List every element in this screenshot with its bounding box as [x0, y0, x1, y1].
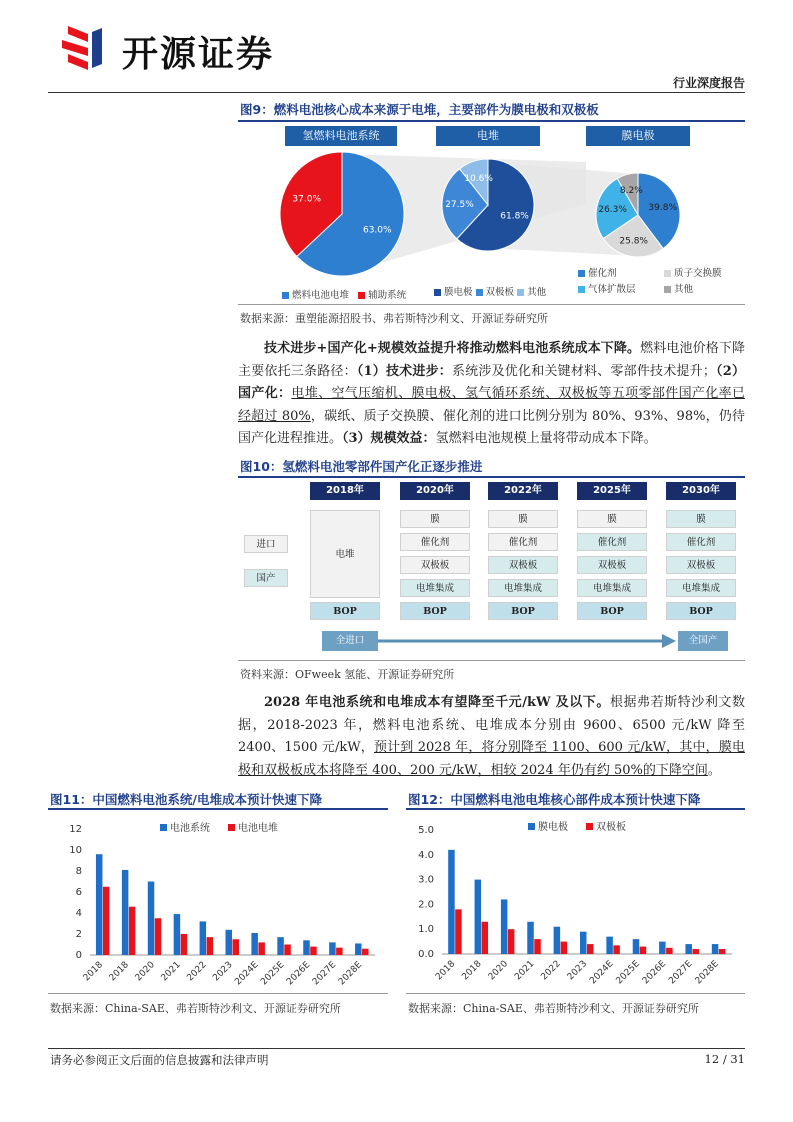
fig9-box-system: 氢燃料电池系统 [285, 126, 397, 146]
legend-swatch [528, 823, 535, 830]
fig11-chart [48, 812, 388, 992]
cell-2020-stack: 电堆集成 [400, 579, 470, 597]
y-tick-label: 0.0 [418, 949, 434, 960]
progress-arrow [316, 628, 736, 654]
bop-2018: BOP [310, 602, 380, 620]
legend-swatch [476, 289, 483, 296]
bar-series1 [277, 937, 284, 955]
y-tick-label: 8 [75, 866, 82, 877]
para1-point2-tail: ，碳纸、质子交换膜、催化剂的进口比例分别为 80%、93%、98%，仍待国产化进程推进。 [238, 408, 745, 446]
cell-2020-bipolar: 双极板 [400, 556, 470, 574]
legend-label: 双极板 [596, 822, 626, 833]
bop-2020: BOP [400, 602, 470, 620]
bar-series2 [155, 918, 162, 955]
bar-series2 [336, 948, 343, 955]
x-tick-label: 2018 [460, 959, 484, 983]
fig10-title: 图10：氢燃料电池零部件国产化正逐步推进 [240, 459, 483, 474]
legend-swatch [578, 286, 585, 293]
bar-series1 [712, 944, 719, 954]
legend-label: 双极板 [485, 287, 515, 298]
cell-2022-membrane: 膜 [488, 510, 558, 528]
bar-series2 [181, 934, 188, 955]
bar-series1 [355, 943, 362, 955]
x-tick-label: 2018 [107, 960, 131, 984]
bar-series2 [362, 949, 369, 955]
bar-series1 [501, 899, 508, 954]
cell-2025-membrane: 膜 [577, 510, 647, 528]
bop-2025: BOP [577, 602, 647, 620]
x-tick-label: 2026E [285, 960, 313, 988]
legend-label: 气体扩散层 [588, 284, 636, 295]
fig9-box-stack: 电堆 [436, 126, 540, 146]
fig9-legend-1 [282, 287, 406, 301]
bar-series2 [455, 909, 462, 954]
fig10-title-rule [238, 476, 745, 478]
legend-swatch [664, 286, 671, 293]
x-tick-label: 2021 [513, 959, 537, 983]
fig12-source: 数据来源：China-SAE、弗若斯特沙利文、开源证券研究所 [408, 1002, 699, 1015]
legend-swatch [517, 289, 524, 296]
x-tick-label: 2024E [588, 959, 616, 987]
para1-point1-label: （1）技术进步： [356, 363, 452, 379]
cell-2030-membrane: 膜 [666, 510, 736, 528]
cell-2030-stack: 电堆集成 [666, 579, 736, 597]
bar-series1 [475, 880, 482, 954]
para1-point3-text: 氢燃料电池规模上量将带动成本下降。 [435, 431, 657, 446]
fig12-bottom-rule [406, 993, 745, 994]
fig11-title-rule [48, 808, 388, 810]
bar-series2 [103, 887, 110, 955]
pie-mea-slice-label: 8.2% [619, 185, 643, 196]
fig10-year-2025: 2025年 [577, 482, 647, 500]
legend-swatch [160, 824, 167, 831]
y-tick-label: 2 [75, 929, 82, 940]
fig9-bottom-rule [238, 304, 745, 305]
bar-series1 [685, 944, 692, 954]
footer-disclaimer: 请务必参阅正文后面的信息披露和法律声明 [50, 1053, 269, 1067]
y-tick-label: 2.0 [418, 899, 434, 911]
para1-lead: 技术进步+国产化+规模效益提升将推动燃料电池系统成本下降。 [264, 341, 641, 356]
legend-swatch [578, 270, 585, 277]
x-tick-label: 2023 [565, 959, 590, 983]
fig11-source: 数据来源：China-SAE、弗若斯特沙利文、开源证券研究所 [50, 1002, 341, 1015]
pie-mea-slice-label: 25.8% [619, 236, 648, 247]
fig10-year-2020: 2020年 [400, 482, 470, 500]
legend-label: 膜电极 [538, 822, 568, 833]
legend-label: 其他 [527, 287, 547, 298]
y-tick-label: 5.0 [418, 825, 434, 836]
bar-series2 [129, 907, 136, 955]
fig9-legend-3 [578, 266, 748, 298]
bar-series2 [207, 937, 214, 955]
legend-swatch [282, 292, 289, 299]
cell-2020-membrane: 膜 [400, 510, 470, 528]
legend-label: 质子交换膜 [674, 268, 722, 279]
bar-series2 [719, 949, 726, 954]
y-tick-label: 10 [69, 845, 82, 856]
arrow-end-label: 全国产 [678, 631, 728, 651]
x-tick-label: 2027E [667, 959, 695, 987]
y-tick-label: 6 [75, 887, 82, 898]
bar-series2 [482, 922, 489, 954]
fig9-title: 图9：燃料电池核心成本来源于电堆，主要部件为膜电极和双极板 [240, 102, 599, 117]
cell-2025-catalyst: 催化剂 [577, 533, 647, 551]
x-tick-label: 2027E [310, 960, 339, 988]
y-tick-label: 4 [75, 908, 82, 919]
fig10-year-2018: 2018年 [310, 482, 380, 500]
fig12-title: 图12：中国燃料电池电堆核心部件成本预计快速下降 [408, 792, 701, 807]
header-divider [48, 92, 745, 93]
bar-series1 [633, 939, 640, 954]
cell-2022-catalyst: 催化剂 [488, 533, 558, 551]
cell-2022-stack: 电堆集成 [488, 579, 558, 597]
para1-point1-text: 系统涉及优化和关键材料、零部件技术提升； [452, 363, 716, 379]
bar-series2 [310, 947, 317, 955]
bop-2022: BOP [488, 602, 558, 620]
footer-divider [48, 1048, 745, 1049]
cell-2030-catalyst: 催化剂 [666, 533, 736, 551]
bar-series1 [200, 921, 207, 955]
x-tick-label: 2023 [211, 960, 235, 984]
bar-series1 [448, 850, 455, 954]
fig10-year-2030: 2030年 [666, 482, 736, 500]
fig9-source: 数据来源：重塑能源招股书、弗若斯特沙利文、开源证券研究所 [240, 312, 548, 325]
bar-series2 [666, 948, 673, 954]
x-tick-label: 2024E [233, 960, 261, 988]
cell-2020-catalyst: 催化剂 [400, 533, 470, 551]
x-tick-label: 2018 [434, 959, 458, 983]
pie-system-slice-label: 63.0% [362, 225, 392, 236]
paragraph-cost-forecast [238, 692, 745, 782]
para1-point3-label: （3）规模效益： [342, 431, 436, 446]
fig9-box-mea: 膜电极 [586, 126, 690, 146]
bar-series2 [640, 947, 647, 954]
company-logo [58, 22, 118, 72]
fig11-bottom-rule [48, 993, 388, 994]
x-tick-label: 2022 [539, 959, 563, 983]
bar-series1 [226, 930, 233, 955]
x-tick-label: 2028E [336, 960, 365, 988]
x-tick-label: 2021 [159, 960, 183, 984]
legend-label: 电池系统 [170, 823, 210, 834]
bar-series1 [606, 937, 613, 954]
legend-label: 电池电堆 [238, 823, 278, 834]
company-name: 开源证券 [122, 34, 275, 75]
pie-mea-slice-label: 39.8% [648, 202, 678, 213]
para2-lead: 2028 年电池系统和电堆成本有望降至千元/kW 及以下。 [264, 695, 610, 710]
cell-2025-stack: 电堆集成 [577, 579, 647, 597]
bar-series1 [122, 870, 129, 955]
pie-stack-slice-label: 10.6% [464, 174, 493, 185]
pie-stack-slice-label: 27.5% [445, 199, 474, 210]
bop-2030: BOP [666, 602, 736, 620]
y-tick-label: 12 [69, 824, 82, 835]
legend-label: 其他 [674, 284, 694, 295]
bar-series1 [303, 940, 310, 955]
x-tick-label: 2026E [640, 959, 669, 987]
para2-text: 根据弗若斯特沙利文数据，2018-2023 年，燃料电池系统、电堆成本分别由 9600、6500 元/kW 降至 2400、1500 元/kW， [238, 695, 745, 755]
x-tick-label: 2020 [486, 959, 511, 983]
bar-series2 [534, 939, 541, 954]
bar-series2 [233, 939, 240, 955]
fig10-bottom-rule [238, 660, 745, 661]
cell-2022-bipolar: 双极板 [488, 556, 558, 574]
bar-series2 [613, 945, 620, 954]
page-number: 12 / 31 [704, 1052, 745, 1066]
bar-series1 [554, 927, 561, 954]
fig9-title-rule [238, 120, 745, 122]
para1-text: 燃料电池价格下降主要依托三条路径： [238, 341, 745, 379]
cell-2025-bipolar: 双极板 [577, 556, 647, 574]
fig9-legend-2 [434, 284, 546, 298]
x-tick-label: 2028E [693, 959, 721, 987]
cell-2030-bipolar: 双极板 [666, 556, 736, 574]
bar-series1 [251, 933, 258, 955]
bar-series2 [284, 945, 291, 956]
bar-series1 [527, 922, 534, 954]
x-tick-label: 2022 [185, 960, 209, 984]
fig12-chart [406, 812, 745, 992]
x-tick-label: 2018 [81, 960, 106, 984]
y-tick-label: 4.0 [418, 849, 434, 861]
fig12-title-rule [406, 808, 745, 810]
fig10-year-2022: 2022年 [488, 482, 558, 500]
bar-series1 [659, 942, 666, 954]
bar-series2 [258, 942, 265, 955]
fig10-source: 资料来源：OFweek 氢能、开源证券研究所 [240, 668, 455, 681]
bar-series2 [561, 942, 568, 954]
legend-swatch [434, 289, 441, 296]
y-tick-label: 0 [75, 950, 82, 961]
report-type: 行业深度报告 [672, 76, 745, 90]
fig11-title: 图11：中国燃料电池系统/电堆成本预计快速下降 [50, 792, 322, 807]
legend-label: 辅助系统 [368, 290, 407, 301]
arrow-start-label: 全进口 [322, 631, 378, 651]
stack-2018: 电堆 [310, 510, 380, 598]
bar-series2 [508, 929, 514, 954]
bar-series1 [96, 854, 103, 955]
y-tick-label: 3.0 [418, 874, 434, 886]
para2-end: 。 [707, 762, 721, 778]
x-tick-label: 2025E [259, 960, 287, 988]
bar-series1 [174, 914, 181, 955]
bar-series2 [587, 944, 594, 954]
legend-label: 燃料电池电堆 [292, 290, 350, 301]
legend-swatch [664, 270, 671, 277]
para2-underlined: 预计到 2028 年，将分别降至 1100、600 元/kW，其中，膜电极和双极板成本将降至 400、200 元/kW，相较 2024 年仍有约 50%的下降空间 [238, 740, 745, 778]
pie-mea-slice-label: 26.3% [598, 205, 627, 216]
legend-swatch [358, 292, 365, 299]
bar-series1 [148, 882, 155, 956]
pie-system-slice-label: 37.0% [292, 194, 322, 205]
bar-series1 [329, 942, 336, 955]
legend-domestic: 国产 [244, 569, 288, 587]
legend-label: 膜电极 [444, 287, 473, 298]
legend-import: 进口 [244, 535, 288, 553]
x-tick-label: 2025E [614, 959, 642, 987]
legend-swatch [228, 824, 235, 831]
x-tick-label: 2020 [133, 960, 157, 984]
y-tick-label: 1.0 [418, 924, 434, 936]
legend-swatch [586, 823, 593, 830]
para1-point2-label: （2）国产化： [238, 363, 745, 401]
bar-series1 [580, 932, 587, 954]
bar-series2 [692, 949, 699, 954]
legend-label: 催化剂 [588, 268, 617, 279]
pie-stack-slice-label: 61.8% [500, 211, 529, 222]
paragraph-cost-drivers [238, 338, 745, 451]
para1-point2-text: 电堆、空气压缩机、膜电极、氢气循环系统、双极板等五项零部件国产化率已经超过 80% [238, 386, 745, 424]
